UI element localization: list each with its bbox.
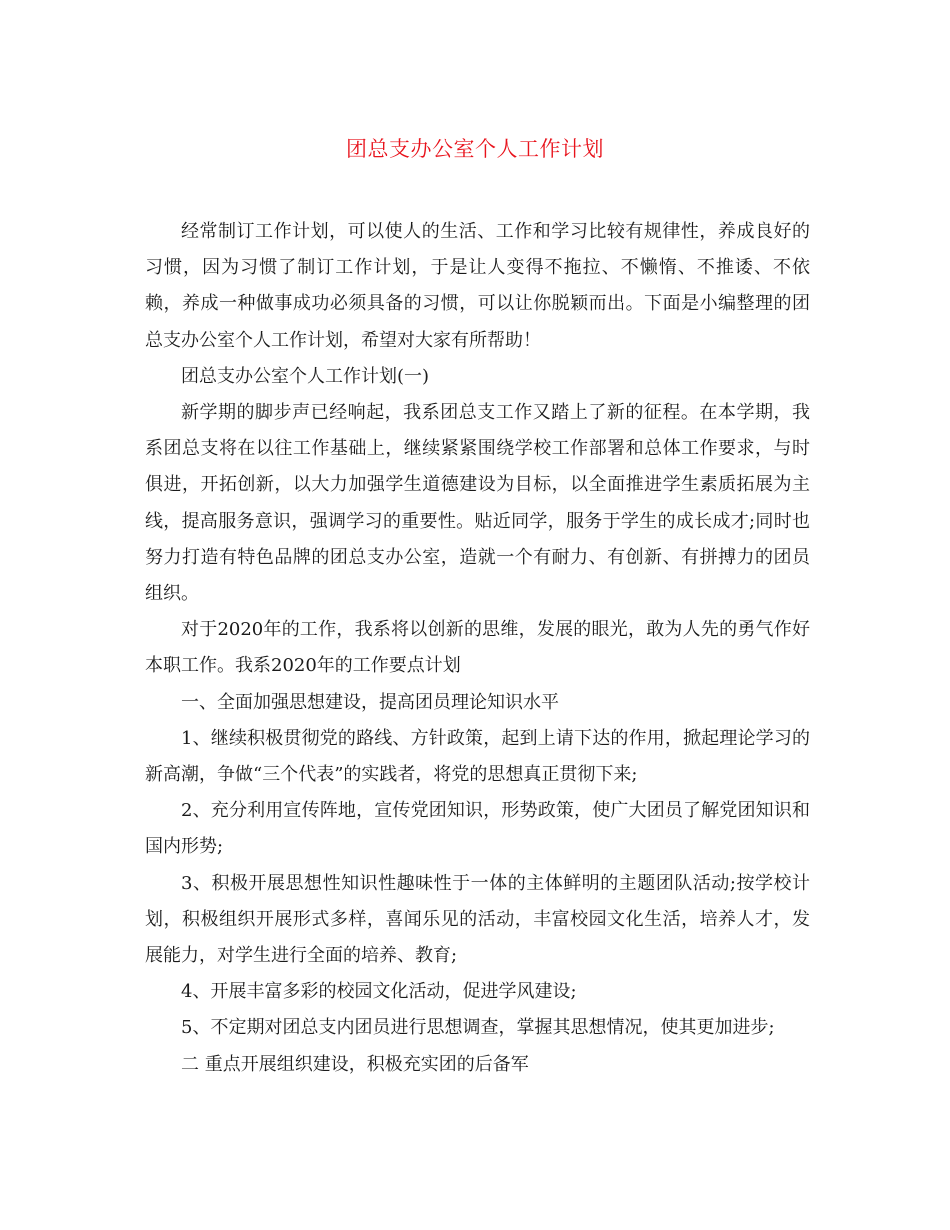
body-paragraph: 对于2020年的工作，我系将以创新的思维，发展的眼光，敢为人先的勇气作好本职工作。我系2020年的工作要点计划 <box>145 619 810 677</box>
intro-paragraph: 经常制订工作计划，可以使人的生活、工作和学习比较有规律性，养成良好的习惯，因为习惯了制订工作计划，于是让人变得不拖拉、不懒惰、不推诿、不依赖，养成一种做事成功必须具备的习惯，可以让你脱颖而出。下面是小编整理的团总支办公室个人工作计划，希望对大家有所帮助！ <box>145 221 810 351</box>
subsection-heading: 一、全面加强思想建设，提高团员理论知识水平 <box>181 691 559 713</box>
list-item: 4、开展丰富多彩的校园文化活动，促进学风建设; <box>181 981 577 1003</box>
document-title: 团总支办公室个人工作计划 <box>346 137 604 161</box>
section-heading: 团总支办公室个人工作计划(一) <box>181 365 430 387</box>
subsection-heading: 二 重点开展组织建设，积极充实团的后备军 <box>181 1053 529 1075</box>
document-body <box>145 214 810 1083</box>
list-item: 2、充分利用宣传阵地，宣传党团知识，形势政策，使广大团员了解党团知识和国内形势; <box>145 800 810 858</box>
list-item: 5、不定期对团总支内团员进行思想调查，掌握其思想情况，使其更加进步; <box>181 1017 775 1039</box>
body-paragraph: 新学期的脚步声已经响起，我系团总支工作又踏上了新的征程。在本学期，我系团总支将在以往工作基础上，继续紧紧围绕学校工作部署和总体工作要求，与时俱进，开拓创新，以大力加强学生道德建设为目标，以全面推进学生素质拓展为主线，提高服务意识，强调学习的重要性。贴近同学，服务于学生的成长成才;同时也努力打造有特色品牌的团总支办公室，造就一个有耐力、有创新、有拼搏力的团员组织。 <box>145 402 810 605</box>
list-item: 1、继续积极贯彻党的路线、方针政策，起到上请下达的作用，掀起理论学习的新高潮，争做“三个代表”的实践者，将党的思想真正贯彻下来; <box>145 727 810 786</box>
list-item: 3、积极开展思想性知识性趣味性于一体的主体鲜明的主题团队活动;按学校计划，积极组织开展形式多样，喜闻乐见的活动，丰富校园文化生活，培养人才，发展能力，对学生进行全面的培养、教育; <box>145 872 810 967</box>
